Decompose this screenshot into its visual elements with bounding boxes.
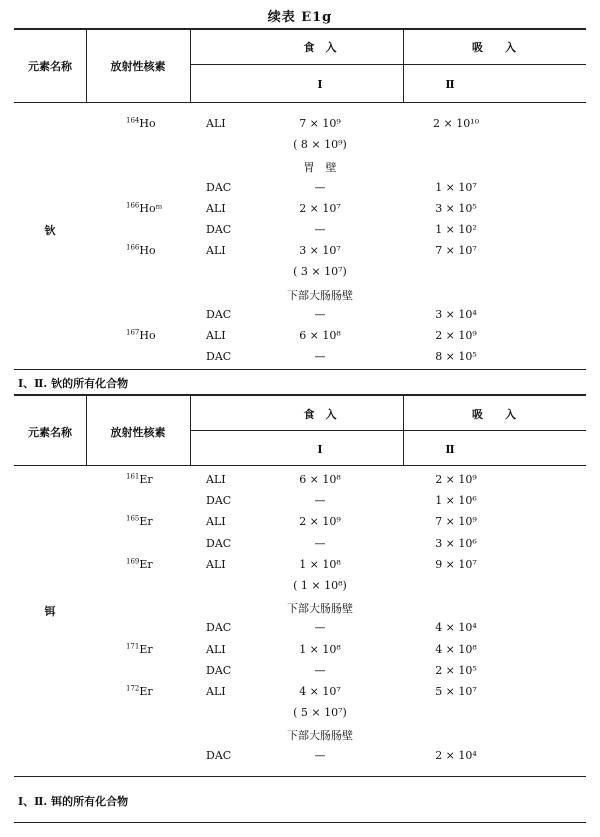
limit-type: DAC bbox=[206, 663, 232, 677]
limit-type: DAC bbox=[206, 494, 232, 508]
nuclide-mass: 166 bbox=[126, 201, 140, 210]
inhalation-value: 1 × 10⁷ bbox=[435, 180, 477, 194]
header-sub-rule bbox=[190, 64, 586, 65]
header-radionuclide: 放射性核素 bbox=[110, 426, 166, 439]
limit-type: ALI bbox=[206, 329, 226, 342]
limit-type: ALI bbox=[206, 642, 226, 656]
nuclide-cell bbox=[126, 473, 153, 486]
inhalation-value: 2 × 10⁵ bbox=[435, 663, 477, 677]
limit-type: DAC bbox=[206, 350, 232, 364]
header-inhalation: 吸 入 bbox=[472, 408, 516, 421]
nuclide-symbol: Ho bbox=[139, 117, 156, 130]
col-divider bbox=[86, 28, 87, 102]
ingestion-value: — bbox=[314, 180, 326, 194]
nuclide-cell bbox=[126, 329, 156, 342]
ingestion-value: 7 × 10⁹ bbox=[299, 117, 341, 130]
section-note: I、Ⅱ. 钬的所有化合物 bbox=[18, 377, 129, 390]
ingestion-value: — bbox=[314, 350, 326, 364]
nuclide-symbol: Er bbox=[139, 557, 153, 571]
inhalation-value: 2 × 10⁹ bbox=[435, 473, 477, 486]
section2-bottom-rule bbox=[14, 776, 586, 777]
element-holmium: 钬 bbox=[44, 224, 56, 237]
ingestion-value: 2 × 10⁹ bbox=[299, 515, 341, 529]
limit-type: DAC bbox=[206, 223, 232, 236]
limit-type: ALI bbox=[206, 117, 226, 130]
inhalation-value: 8 × 10⁵ bbox=[435, 350, 477, 364]
ingestion-value: 6 × 10⁸ bbox=[299, 473, 341, 486]
nuclide-cell bbox=[126, 685, 153, 698]
nuclide-cell bbox=[126, 202, 162, 215]
inhalation-value: 2 × 10¹⁰ bbox=[432, 117, 480, 130]
section1-bottom-rule bbox=[14, 369, 586, 370]
header-inhalation-class: Ⅱ bbox=[445, 443, 455, 456]
inhalation-value: 9 × 10⁷ bbox=[435, 557, 477, 571]
table-title: 续表 E1g bbox=[267, 10, 333, 25]
header-radionuclide: 放射性核素 bbox=[110, 60, 166, 73]
ingestion-value: 1 × 10⁸ bbox=[299, 557, 341, 571]
nuclide-mass: 172 bbox=[126, 684, 140, 693]
limit-type: ALI bbox=[206, 473, 226, 486]
limit-type: DAC bbox=[206, 536, 232, 550]
nuclide-cell bbox=[126, 117, 156, 130]
col-divider bbox=[190, 28, 191, 102]
header-ingestion-class: I bbox=[317, 78, 323, 91]
ingestion-value: 下部大肠肠壁 bbox=[287, 729, 353, 743]
inhalation-value: 4 × 10⁴ bbox=[435, 621, 477, 635]
nuclide-mass: 167 bbox=[126, 328, 140, 337]
ingestion-value: — bbox=[314, 663, 326, 677]
ingestion-value: 3 × 10⁷ bbox=[299, 244, 341, 258]
element-erbium: 铒 bbox=[44, 605, 56, 618]
header-ingestion: 食 入 bbox=[303, 408, 337, 421]
page-bottom-rule bbox=[14, 822, 586, 823]
ingestion-value: — bbox=[314, 748, 326, 762]
limit-type: ALI bbox=[206, 557, 226, 571]
inhalation-value: 4 × 10⁸ bbox=[435, 642, 477, 656]
nuclide-symbol: Er bbox=[139, 515, 153, 529]
nuclide-symbol: Ho bbox=[139, 244, 156, 258]
header-inhalation: 吸 入 bbox=[472, 41, 516, 54]
ingestion-value: ( 5 × 10⁷) bbox=[293, 706, 347, 720]
ingestion-value: ( 3 × 10⁷) bbox=[293, 265, 347, 279]
ingestion-value: 1 × 10⁸ bbox=[299, 642, 341, 656]
inhalation-value: 3 × 10⁵ bbox=[435, 201, 477, 215]
nuclide-mass: 169 bbox=[126, 557, 140, 566]
nuclide-cell bbox=[126, 515, 153, 528]
nuclide-mass: 165 bbox=[126, 514, 140, 523]
limit-type: DAC bbox=[206, 748, 232, 762]
header-element-name: 元素名称 bbox=[28, 426, 72, 439]
inhalation-value: 7 × 10⁹ bbox=[435, 515, 477, 529]
limit-type: DAC bbox=[206, 621, 232, 635]
header-ingestion: 食 入 bbox=[303, 41, 337, 54]
nuclide-symbol: Hoᵐ bbox=[139, 201, 163, 215]
inhalation-value: 2 × 10⁹ bbox=[435, 329, 477, 342]
ingestion-value: 胃 壁 bbox=[303, 161, 337, 175]
limit-type: DAC bbox=[206, 307, 232, 321]
ingestion-value: — bbox=[314, 621, 326, 635]
nuclide-mass: 171 bbox=[126, 641, 140, 650]
col-divider bbox=[86, 394, 87, 465]
ingestion-value: — bbox=[314, 307, 326, 321]
inhalation-value: 5 × 10⁷ bbox=[435, 685, 477, 698]
header-sub-rule bbox=[190, 430, 586, 431]
header-ingestion-class: I bbox=[317, 443, 323, 456]
ingestion-value: ( 8 × 10⁹) bbox=[293, 138, 347, 152]
ingestion-value: 4 × 10⁷ bbox=[299, 685, 341, 698]
inhalation-value: 1 × 10² bbox=[435, 223, 477, 236]
ingestion-value: — bbox=[314, 536, 326, 550]
inhalation-value: 2 × 10⁴ bbox=[435, 748, 477, 762]
limit-type: DAC bbox=[206, 180, 232, 194]
inhalation-value: 7 × 10⁷ bbox=[435, 244, 477, 258]
section-note: I、Ⅱ. 铒的所有化合物 bbox=[18, 795, 129, 808]
ingestion-value: — bbox=[314, 494, 326, 508]
ingestion-value: 下部大肠肠壁 bbox=[287, 288, 353, 302]
nuclide-mass: 166 bbox=[126, 243, 140, 252]
col-divider bbox=[403, 28, 404, 102]
inhalation-value: 1 × 10⁶ bbox=[435, 494, 477, 508]
col-divider bbox=[190, 394, 191, 465]
col-divider bbox=[403, 394, 404, 465]
limit-type: ALI bbox=[206, 515, 226, 529]
ingestion-value: ( 1 × 10⁸) bbox=[293, 579, 347, 592]
limit-type: ALI bbox=[206, 685, 226, 698]
header-inhalation-class: Ⅱ bbox=[445, 78, 455, 91]
inhalation-value: 3 × 10⁴ bbox=[435, 307, 477, 321]
ingestion-value: — bbox=[314, 223, 326, 236]
ingestion-value: 下部大肠肠壁 bbox=[287, 602, 353, 616]
header-bottom-rule bbox=[14, 465, 586, 466]
inhalation-value: 3 × 10⁶ bbox=[435, 536, 477, 550]
ingestion-value: 6 × 10⁸ bbox=[299, 329, 341, 342]
nuclide-symbol: Er bbox=[139, 642, 153, 656]
header-element-name: 元素名称 bbox=[28, 60, 72, 73]
ingestion-value: 2 × 10⁷ bbox=[299, 201, 341, 215]
nuclide-cell bbox=[126, 558, 153, 571]
nuclide-mass: 161 bbox=[126, 472, 140, 481]
nuclide-symbol: Er bbox=[139, 473, 153, 486]
nuclide-symbol: Er bbox=[139, 685, 153, 698]
nuclide-symbol: Ho bbox=[139, 329, 156, 342]
nuclide-cell bbox=[126, 244, 156, 257]
nuclide-mass: 164 bbox=[126, 116, 140, 125]
limit-type: ALI bbox=[206, 244, 226, 258]
limit-type: ALI bbox=[206, 201, 226, 215]
section2-top-rule bbox=[14, 394, 586, 396]
top-rule bbox=[14, 28, 586, 30]
header-bottom-rule bbox=[14, 102, 586, 103]
nuclide-cell bbox=[126, 643, 153, 656]
